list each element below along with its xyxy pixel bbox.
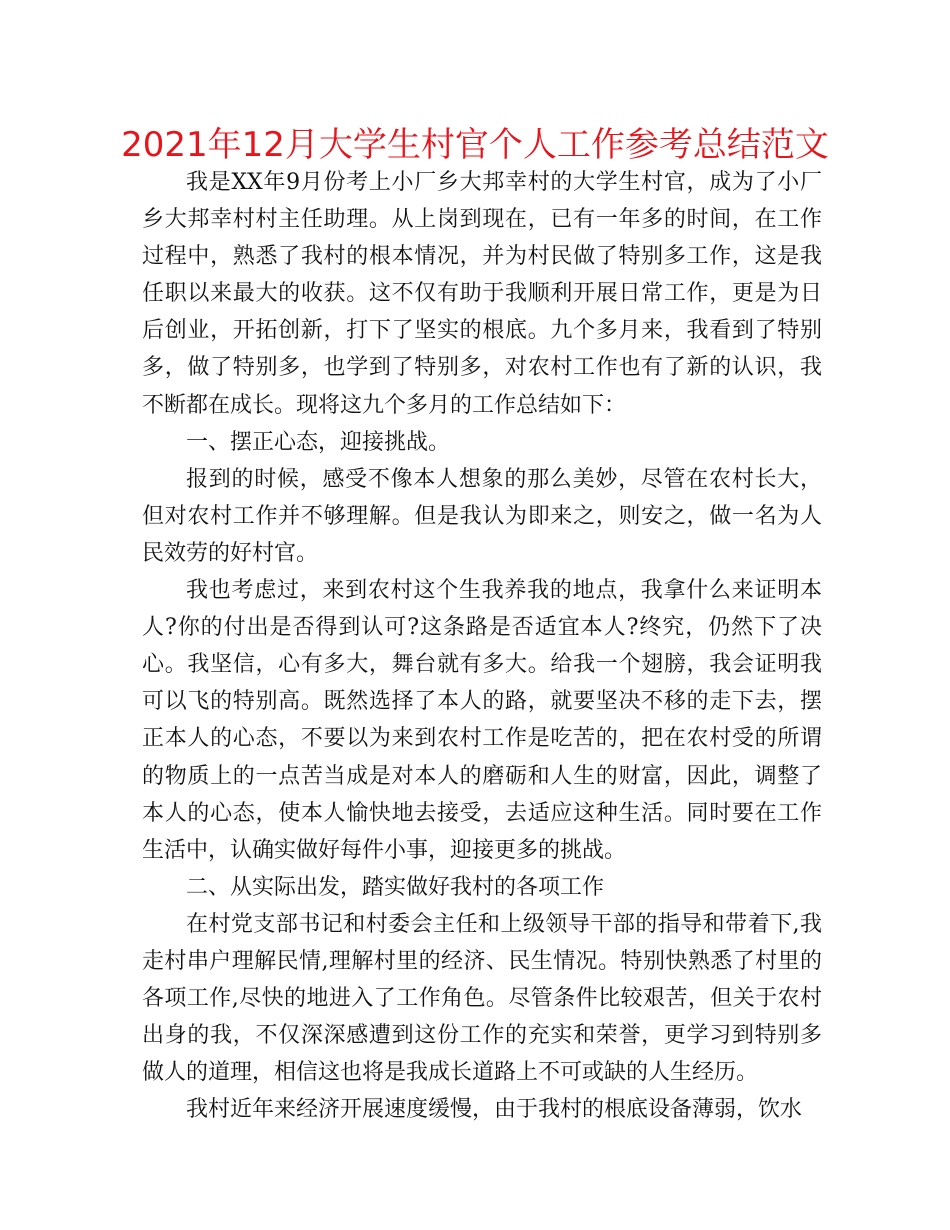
paragraph-report: 报到的时候，感受不像本人想象的那么美妙，尽管在农村长大，但对农村工作并不够理解。但是我认为即来之，则安之，做一名为人民效劳的好村官。 <box>142 466 822 566</box>
section-heading-2: 二、从实际出发，踏实做好我村的各项工作 <box>186 874 605 900</box>
document-title: 2021年12月大学生村官个人工作参考总结范文 <box>121 125 829 165</box>
paragraph-economy: 我村近年来经济开展速度缓慢，由于我村的根底设备薄弱，饮水 <box>186 1097 803 1123</box>
paragraph-intro: 我是XX年9月份考上小厂乡大邦幸村的大学生村官，成为了小厂乡大邦幸村村主任助理。从上岗到现在，已有一年多的时间，在工作过程中，熟悉了我村的根本情况，并为村民做了特别多工作，这是我任职以来最大的收获。这不仅有助于我顺利开展日常工作，更是为日后创业，开拓创新，打下了坚实的根底。九个多月来，我看到了特别多，做了特别多，也学到了特别多，对农村工作也有了新的认识，我不断都在成长。现将这九个多月的工作总结如下： <box>142 170 822 418</box>
paragraph-reflection: 我也考虑过，来到农村这个生我养我的地点，我拿什么来证明本人?你的付出是否得到认可?这条路是否适宜本人?终究，仍然下了决心。我坚信，心有多大，舞台就有多大。给我一个翅膀，我会证明我可以飞的特别高。既然选择了本人的路，就要坚决不移的走下去，摆正本人的心态，不要以为来到农村工作是吃苦的，把在农村受的所谓的物质上的一点苦当成是对本人的磨砺和人生的财富，因此，调整了本人的心态，使本人愉快地去接受，去适应这种生活。同时要在工作生活中，认确实做好每件小事，迎接更多的挑战。 <box>142 578 822 863</box>
paragraph-guidance: 在村党支部书记和村委会主任和上级领导干部的指导和带着下,我走村串户理解民情,理解村里的经济、民生情况。特别快熟悉了村里的各项工作,尽快的地进入了工作角色。尽管条件比较艰苦，但关于农村出身的我，不仅深深感遭到这份工作的充实和荣誉，更学习到特别多做人的道理，相信这也将是我成长道路上不可或缺的人生经历。 <box>142 911 822 1086</box>
section-heading-1: 一、摆正心态，迎接挑战。 <box>186 429 451 455</box>
document-body <box>142 164 822 1128</box>
